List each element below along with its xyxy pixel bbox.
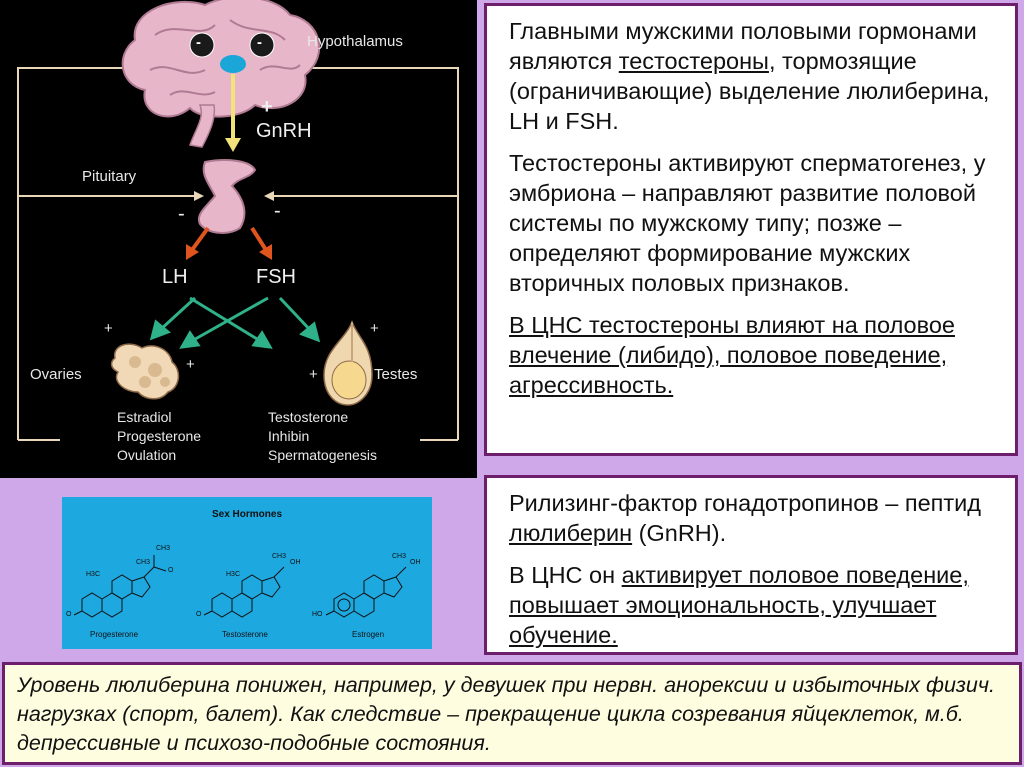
p1-text-before: Главными мужскими половыми гормонами являются xyxy=(509,18,977,74)
p1-text-after: , тормозящие (ограничивающие) выделение люлиберина, LH и FSH. xyxy=(509,48,990,134)
estrogen-name: Estrogen xyxy=(352,630,385,639)
footer-note xyxy=(2,662,1022,765)
gnrh-label: GnRH xyxy=(256,120,312,142)
testes-effect-1: Testosterone xyxy=(268,409,349,425)
testosterone-paragraph-2: Тестостероны активируют сперматогенез, у эмбриона – направляют развитие половой системы по мужскому типу; позже – определяют формирование мужских вторичных половых признаков. xyxy=(509,150,986,296)
gnrh-plus: + xyxy=(261,96,273,118)
lh-label: LH xyxy=(162,266,188,288)
steroid-structures-drawing xyxy=(62,497,432,649)
hypothalamus-label: Hypothalamus xyxy=(307,33,403,50)
progesterone-ch3: CH3 xyxy=(136,559,151,566)
hypothalamus-minus-right: - xyxy=(257,34,262,51)
testes-effect-3: Spermatogenesis xyxy=(268,447,377,463)
gnrh-p2-before: В ЦНС он xyxy=(509,562,622,588)
ovary-plus-lh: + xyxy=(104,320,113,337)
luliberin-link[interactable]: люлиберин xyxy=(509,520,633,546)
testosterone-ch3: CH3 xyxy=(272,553,287,560)
testes-plus-fsh: + xyxy=(370,320,379,337)
ovary-illustration xyxy=(112,344,179,399)
footer-text: Уровень люлиберина понижен, например, у девушек при нервн. анорексии и избыточных физич. нагрузках (спорт, балет). Как следствие – прекращение цикла созревания яйцеклеток, м.б. депрессивные и психозо-подобные состояния. xyxy=(17,673,995,755)
ovaries-label: Ovaries xyxy=(30,366,82,383)
testes-label: Testes xyxy=(374,366,418,383)
testosterone-o: O xyxy=(196,611,202,618)
feedback-line-left-hypothalamus xyxy=(18,68,210,440)
progesterone-h3c: H3C xyxy=(86,571,101,578)
gnrh-p1-before: Рилизинг-фактор гонадотропинов – пептид xyxy=(509,490,982,516)
progesterone-name: Progesterone xyxy=(90,630,139,639)
hormone-axis-diagram xyxy=(0,0,477,478)
gnrh-paragraph-1 xyxy=(509,488,1003,548)
estrogen-oh: OH xyxy=(410,559,421,566)
hypothalamus-minus-left: - xyxy=(196,34,201,51)
diagram-graphics xyxy=(0,0,477,478)
target-arrows xyxy=(152,298,318,347)
estrogen-ho: HO xyxy=(312,611,323,618)
ovary-effect-1: Estradiol xyxy=(117,409,172,425)
estrogen-ch3: CH3 xyxy=(392,553,407,560)
gnrh-text-panel xyxy=(484,475,1018,655)
ovary-plus-fsh: + xyxy=(186,356,195,373)
ovary-effect-3: Ovulation xyxy=(117,447,177,463)
testosterone-h3c: H3C xyxy=(226,571,241,578)
testosterone-link[interactable]: тестостероны xyxy=(618,48,769,74)
pituitary-minus-right: - xyxy=(274,200,281,222)
gnrh-p1-after: (GnRH). xyxy=(632,520,727,546)
feedback-lines xyxy=(18,68,458,440)
testosterone-paragraph-1 xyxy=(509,16,1003,136)
testosterone-name: Testosterone xyxy=(222,630,268,639)
progesterone-o-ketone: O xyxy=(168,567,174,574)
fsh-label: FSH xyxy=(256,266,296,288)
testosterone-oh: OH xyxy=(290,559,301,566)
gnrh-paragraph-2 xyxy=(509,560,1003,650)
pituitary-minus-left: - xyxy=(178,203,185,225)
pituitary-illustration xyxy=(199,160,255,233)
ovary-effect-2: Progesterone xyxy=(117,428,202,444)
testis-illustration xyxy=(324,322,372,405)
gnrh-effects-link[interactable]: активирует половое поведение, повышает эмоциональность, улучшает обучение. xyxy=(509,562,969,648)
progesterone-ch3-top: CH3 xyxy=(156,545,171,552)
sex-hormones-structures xyxy=(62,497,432,649)
structures-title: Sex Hormones xyxy=(211,509,283,520)
pituitary-label: Pituitary xyxy=(82,168,137,185)
testes-effect-2: Inhibin xyxy=(268,428,310,444)
testosterone-text-panel xyxy=(484,3,1018,456)
progesterone-o: O xyxy=(66,611,72,618)
testes-plus-lh: + xyxy=(309,366,318,383)
testosterone-paragraph-3[interactable]: В ЦНС тестостероны влияют на половое влечение (либидо), половое поведение, агрессивность. xyxy=(509,312,955,398)
